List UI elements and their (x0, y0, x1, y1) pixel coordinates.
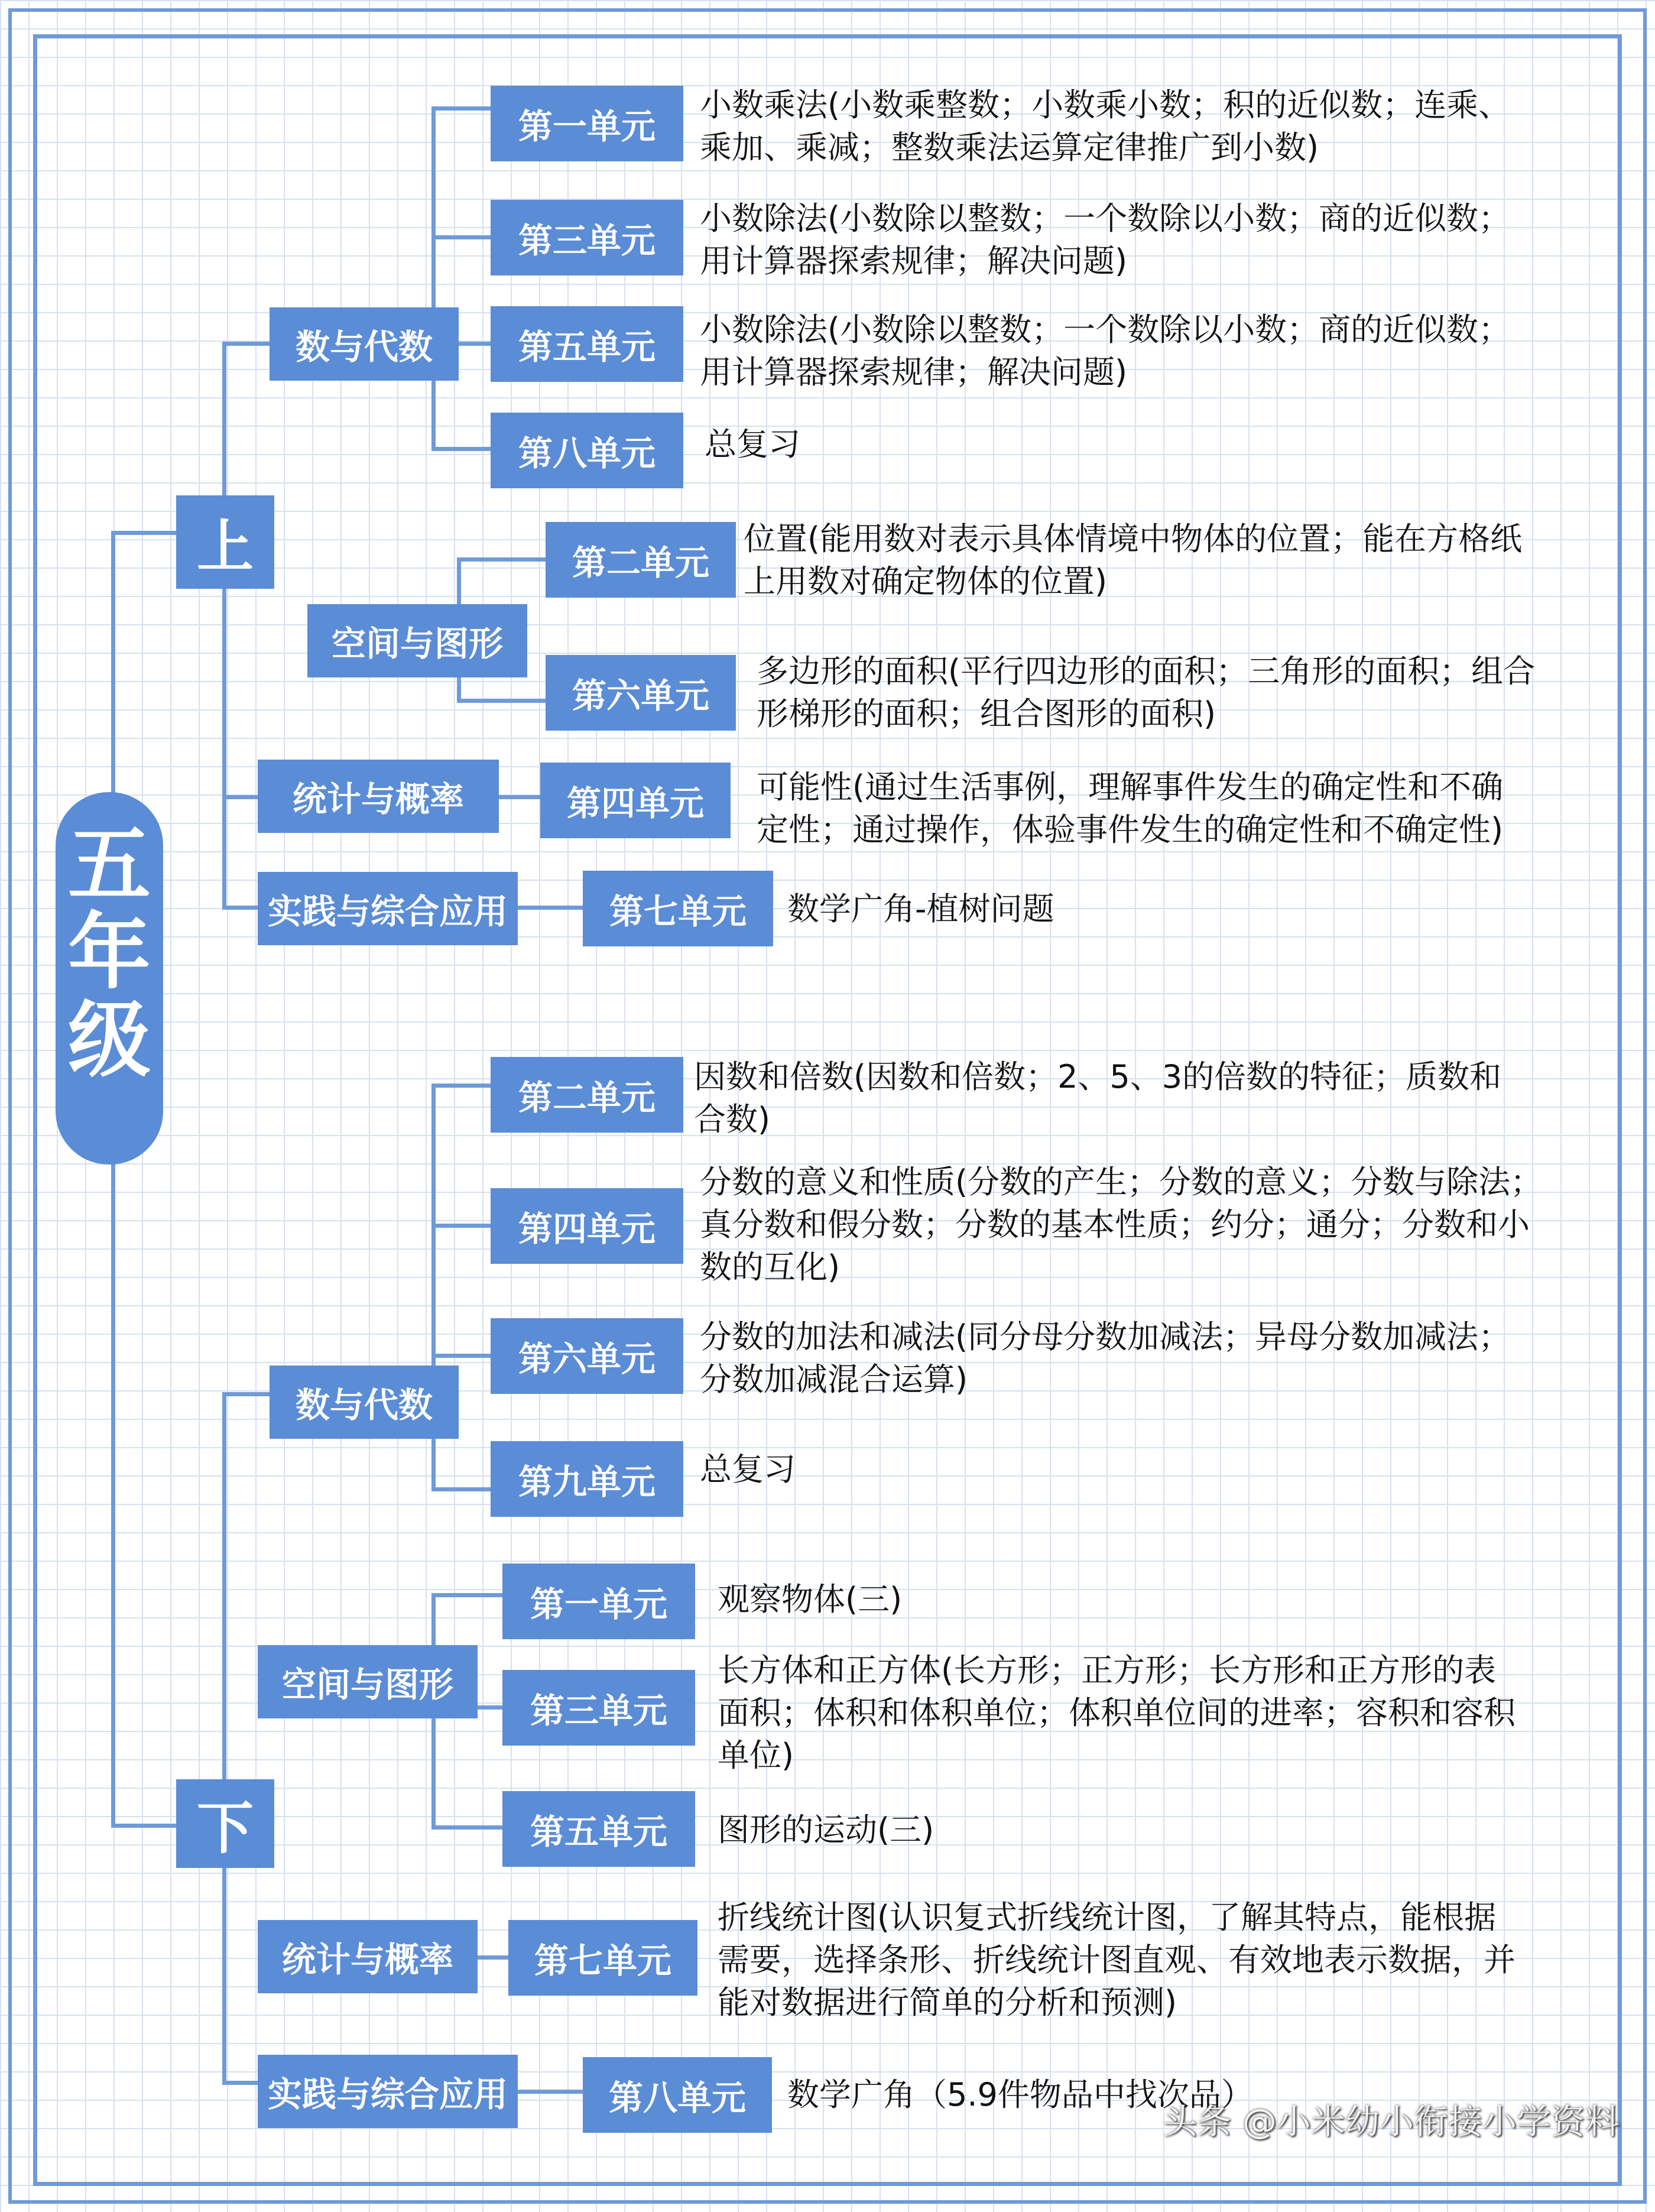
lower-category-statistics-label: 统计与概率 (281, 1939, 453, 1980)
desc-line: 需要，选择条形、折线统计图直观、有效地表示数据，并 (718, 1941, 1516, 1979)
desc-line: 合数) (694, 1101, 771, 1138)
upper-category-practice-label: 实践与综合应用 (267, 891, 508, 932)
desc-line: 单位) (718, 1737, 794, 1774)
lower-line-algebra (222, 1392, 270, 1396)
lower-geometry-line-5 (431, 1825, 502, 1830)
desc-line: 小数除法(小数除以整数；一个数除以小数；商的近似数； (700, 311, 1511, 348)
watermark: 头条 @小米幼小衔接小学资料 (1163, 2101, 1620, 2142)
desc-line: 多边形的面积(平行四边形的面积；三角形的面积；组合 (757, 653, 1536, 690)
lower-algebra-unit-2 (491, 1057, 683, 1133)
upper-category-algebra-label: 数与代数 (295, 327, 433, 367)
semester-upper-label: 上 (197, 513, 254, 580)
upper-category-geometry-label: 空间与图形 (331, 624, 503, 664)
desc-line: 图形的运动(三) (718, 1811, 934, 1848)
upper-category-statistics-label: 统计与概率 (292, 779, 464, 819)
upper-geometry-line-2 (457, 557, 546, 562)
desc-line: 总复习 (705, 426, 800, 463)
lower-category-practice (258, 2055, 518, 2128)
desc-line: 面积；体积和体积单位；体积单位间的进率；容积和容积 (718, 1694, 1516, 1731)
upper-practice-line (518, 906, 583, 910)
upper-statistics-line (499, 795, 540, 799)
semester-upper-node (176, 495, 274, 589)
lower-geometry-unit-5 (502, 1791, 695, 1867)
desc-line: 小数乘法(小数乘整数；小数乘小数；积的近似数；连乘、 (700, 86, 1511, 124)
upper-algebra-line-3 (431, 235, 491, 239)
upper-algebra-unit-5-desc (700, 309, 1510, 394)
lower-algebra-unit-6-desc (700, 1316, 1510, 1401)
upper-algebra-line-8 (431, 447, 491, 451)
lower-geometry-line-1 (431, 1593, 502, 1597)
lower-statistics-unit-7 (508, 1920, 697, 1996)
upper-algebra-unit-8-desc (705, 423, 800, 466)
upper-algebra-unit-3 (491, 200, 683, 275)
desc-line: 能对数据进行简单的分析和预测) (718, 1984, 1177, 2021)
unit-label: 第二单元 (572, 543, 709, 583)
lower-category-statistics (258, 1920, 478, 1993)
lower-geometry-unit-5-desc (718, 1809, 934, 1851)
desc-line: 数的互化) (700, 1248, 841, 1286)
desc-line: 真分数和假分数；分数的基本性质；约分；通分；分数和小 (700, 1206, 1530, 1243)
unit-label: 第七单元 (609, 891, 747, 932)
upper-geometry-line-6 (457, 699, 546, 703)
upper-line-algebra (222, 342, 270, 346)
desc-line: 乘加、乘减；整数乘法运算定律推广到小数) (700, 129, 1319, 166)
lower-algebra-line-2 (431, 1084, 491, 1088)
desc-line: 位置(能用数对表示具体情境中物体的位置；能在方格纸 (744, 520, 1523, 557)
desc-line: 分数的意义和性质(分数的产生；分数的意义；分数与除法； (700, 1163, 1543, 1201)
upper-geometry-unit-6 (546, 655, 736, 731)
lower-geometry-unit-1 (502, 1564, 695, 1639)
lower-category-algebra (270, 1366, 459, 1439)
unit-label: 第六单元 (572, 676, 709, 716)
lower-practice-unit-8 (583, 2057, 772, 2133)
lower-geometry-unit-3 (502, 1670, 695, 1746)
unit-label: 第六单元 (518, 1339, 655, 1379)
lower-statistics-line (473, 1955, 508, 1960)
semester-lower-label: 下 (197, 1795, 254, 1861)
desc-line: 因数和倍数(因数和倍数；2、5、3的倍数的特征；质数和 (694, 1058, 1502, 1095)
unit-label: 第三单元 (518, 220, 655, 261)
upper-line-statistics (222, 795, 258, 799)
unit-label: 第四单元 (518, 1209, 655, 1249)
desc-line: 用计算器探索规律；解决问题) (700, 353, 1128, 391)
unit-label: 第八单元 (518, 433, 655, 473)
upper-cat-trunk-line (222, 342, 226, 907)
unit-label: 第三单元 (530, 1691, 667, 1731)
desc-line: 上用数对确定物体的位置) (744, 563, 1108, 600)
upper-algebra-unit-3-desc (700, 197, 1510, 283)
desc-line: 分数的加法和减法(同分母分数加减法；异母分数加减法； (700, 1318, 1511, 1355)
upper-algebra-unit-1-desc (700, 84, 1510, 169)
upper-geometry-unit-6-desc (757, 650, 1535, 735)
lower-algebra-unit-4-desc (700, 1161, 1542, 1289)
upper-algebra-trunk-line (431, 106, 436, 451)
lower-geometry-unit-1-desc (718, 1578, 902, 1621)
upper-statistics-unit-4 (540, 763, 731, 838)
grade-label: 五年级 (68, 817, 151, 1089)
upper-statistics-unit-4-desc (757, 766, 1503, 851)
lower-cat-trunk-line (222, 1392, 226, 2085)
lower-algebra-unit-6 (491, 1318, 683, 1394)
desc-line: 用计算器探索规律；解决问题) (700, 242, 1128, 280)
upper-algebra-unit-5 (491, 306, 683, 382)
upper-practice-unit-7 (583, 871, 773, 946)
desc-line: 形梯形的面积；组合图形的面积) (757, 695, 1216, 732)
upper-algebra-unit-8 (491, 413, 683, 488)
upper-category-algebra (270, 307, 459, 381)
lower-algebra-line-4 (431, 1224, 491, 1228)
upper-category-practice (258, 872, 518, 945)
desc-line: 小数除法(小数除以整数；一个数除以小数；商的近似数； (700, 200, 1511, 237)
desc-line: 定性；通过操作，体验事件发生的确定性和不确定性) (757, 811, 1504, 848)
lower-category-geometry (258, 1645, 478, 1718)
unit-label: 第八单元 (608, 2078, 746, 2118)
unit-label: 第七单元 (534, 1941, 671, 1981)
desc-line: 折线统计图(认识复式折线统计图，了解其特点，能根据 (718, 1899, 1497, 1936)
lower-practice-line (518, 2090, 583, 2094)
lower-algebra-line-6 (431, 1354, 491, 1358)
lower-geometry-unit-3-desc (718, 1649, 1516, 1777)
lower-category-practice-label: 实践与综合应用 (267, 2074, 508, 2114)
lower-category-geometry-label: 空间与图形 (281, 1665, 453, 1705)
lower-line-practice (222, 2081, 258, 2085)
unit-label: 第一单元 (518, 106, 655, 147)
unit-label: 第一单元 (530, 1584, 667, 1624)
lower-statistics-unit-7-desc (718, 1896, 1516, 2024)
desc-line: 数学广角-植树问题 (787, 890, 1054, 927)
lower-branch-line (111, 1824, 176, 1828)
upper-geometry-unit-2 (546, 522, 736, 598)
upper-geometry-unit-2-desc (744, 518, 1522, 603)
semester-lower-node (176, 1779, 274, 1868)
upper-branch-line (111, 531, 176, 535)
lower-algebra-unit-9-desc (700, 1448, 796, 1491)
lower-algebra-unit-2-desc (694, 1056, 1501, 1141)
upper-line-practice (222, 906, 258, 910)
upper-practice-unit-7-desc (787, 888, 1054, 930)
lower-category-algebra-label: 数与代数 (295, 1385, 433, 1425)
upper-algebra-line-1 (431, 106, 491, 111)
upper-algebra-unit-1 (491, 86, 683, 161)
unit-label: 第四单元 (566, 783, 704, 823)
unit-label: 第五单元 (530, 1812, 667, 1852)
upper-category-geometry (307, 604, 527, 677)
unit-label: 第九单元 (518, 1462, 655, 1502)
desc-line: 长方体和正方体(长方形；正方形；长方形和正方形的表 (718, 1652, 1497, 1689)
desc-line: 观察物体(三) (718, 1581, 903, 1618)
lower-algebra-line-9 (431, 1487, 491, 1491)
desc-line: 数学广角（5.9件物品中找次品） (787, 2076, 1253, 2113)
grade-trunk-line (111, 531, 115, 1828)
desc-line: 总复习 (700, 1451, 796, 1488)
lower-algebra-unit-9 (491, 1441, 683, 1517)
grade-node (56, 792, 163, 1165)
desc-line: 可能性(通过生活事例，理解事件发生的确定性和不确 (757, 768, 1504, 806)
desc-line: 分数加减混合运算) (700, 1361, 968, 1398)
upper-category-statistics (258, 760, 499, 833)
unit-label: 第五单元 (518, 327, 655, 367)
lower-algebra-unit-4 (491, 1188, 683, 1264)
unit-label: 第二单元 (518, 1078, 655, 1118)
